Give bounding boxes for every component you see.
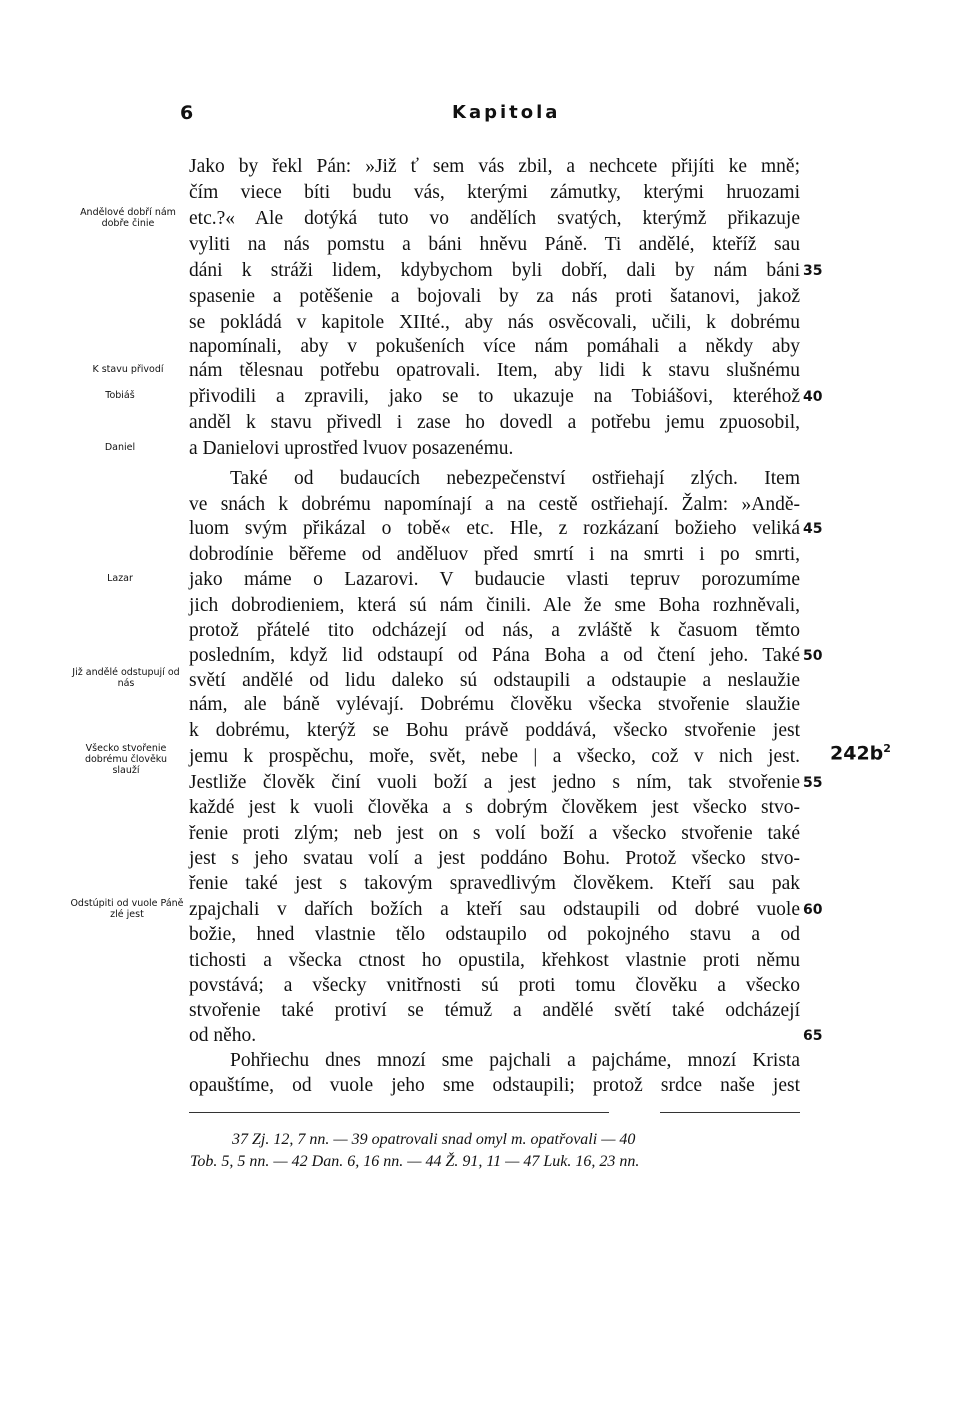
footnote-rule (189, 1112, 609, 1113)
text-line: jest s jeho svatau volí a jest poddáno Bohu. Protož všecko stvo- (189, 848, 800, 869)
footnote-line: 37 Zj. 12, 7 nn. — 39 opatrovali snad omyl m. opatřovali — 40 (232, 1131, 636, 1148)
text-line: každé jest k vuoli člověka a s dobrým člověkem jest všecko stvo- (189, 797, 800, 818)
margin-note: Daniel (104, 442, 136, 453)
text-line: Jestliže člověk činí vuoli boží a jest jedno s ním, tak stvořenie (189, 772, 800, 793)
text-line: spasenie a potěšenie a bojovali by za nás proti šatanovi, jakož (189, 286, 800, 307)
line-number: 65 (803, 1028, 823, 1044)
text-line: a Danielovi uprostřed lvuov posazenému. (189, 438, 514, 459)
text-line: dáni k stráži lidem, kdybychom byli dobří, dali by nám báni (189, 260, 800, 281)
line-number: 50 (803, 648, 823, 664)
text-line: ve snách k dobrému napomínají a na cestě ostřiehají. Žalm: »Andě- (189, 494, 800, 515)
folio-main: 242b (830, 742, 884, 765)
footnote-rule (660, 1112, 800, 1113)
text-line: luom svým přikázal o tobě« etc. Hle, z rozkázaní božieho veliká (189, 518, 800, 539)
text-line: povstává; a všecky vnitřnosti sú proti tomu člověku a všecko (189, 975, 800, 996)
line-number: 40 (803, 389, 823, 405)
line-number: 55 (803, 775, 823, 791)
line-number: 60 (803, 902, 823, 918)
text-line: dobrodínie běřeme od anděluov před smrtí i na smrti i po smrti, (189, 544, 800, 565)
text-line: nám tělesnau potřebu opatrovali. Item, aby lidi k stavu slušnému (189, 360, 800, 381)
text-line: tichosti a všecka ctnost ho opustila, křehkost vlastnie proti němu (189, 950, 800, 971)
margin-note: Lazar (107, 573, 133, 584)
text-line: nám, ale báně vylévají. Dobrému člověku všecka stvořenie slaužie (189, 694, 800, 715)
margin-note: K stavu přivodí (92, 364, 164, 375)
text-line: Také od budaucích nebezpečenství ostřiehají zlých. Item (230, 468, 800, 489)
text-line: jemu k prospěchu, moře, svět, nebe | a všecko, což v nich jest. (189, 746, 800, 767)
margin-note: Tobiáš (105, 390, 135, 401)
text-line: opauštíme, od vuole jeho sme odstaupili; protož srdce naše jest (189, 1075, 800, 1096)
text-line: Pohřiechu dnes mnozí sme pajchali a pajcháme, mnozí Krista (230, 1050, 800, 1071)
text-line: anděl k stavu přivedl i zase ho dovedl a potřebu jemu zpuosobil, (189, 412, 800, 433)
text-line: přivodili a zpravili, jako se to ukazuje na Tobiášovi, kteréhož (189, 386, 800, 407)
text-line: vyliti na nás pomstu a báni hněvu Páně. Ti andělé, kteříž sau (189, 234, 800, 255)
margin-note: Všecko stvořenie dobrému člověku slauží (84, 743, 168, 776)
text-line: jich dobrodieniem, která sú nám činili. Ale že sme Boha rozhněvali, (189, 595, 800, 616)
footnote-line: Tob. 5, 5 nn. — 42 Dan. 6, 16 nn. — 44 Ž. 91, 11 — 47 Luk. 16, 23 nn. (190, 1153, 640, 1170)
text-line: napomínali, aby v pokušeních více nám pomáhali a někdy aby (189, 336, 800, 357)
folio-sup: 2 (883, 742, 891, 755)
text-line: jako máme o Lazarovi. V budaucie vlasti tepruv porozumíme (189, 569, 800, 590)
text-line: od něho. (189, 1025, 257, 1046)
margin-note: Andělové dobří nám dobře činie (80, 207, 176, 229)
line-number: 35 (803, 263, 823, 279)
line-number: 45 (803, 521, 823, 537)
folio-reference (830, 742, 891, 764)
text-line: se pokládá v kapitole XIIté., aby nás osvěcovali, učili, k dobrému (189, 312, 800, 333)
text-line: posledním, když lid odstaupí od Pána Boha a od čtení jeho. Také (189, 645, 800, 666)
text-line: etc.?« Ale dotýká tuto vo andělích svatých, kterýmž přikazuje (189, 208, 800, 229)
text-line: řenie proti zlým; neb jest on s volí boží a všecko stvořenie také (189, 823, 800, 844)
margin-note: Odstúpiti od vuole Páně zlé jest (70, 898, 184, 920)
text-line: čím viece bíti budu vás, kterými zámutky, kterými hruozami (189, 182, 800, 203)
text-line: řenie také jest s takovým spravedlivým člověkem. Kteří sau pak (189, 873, 800, 894)
margin-note: Již andělé odstupují od nás (72, 667, 180, 689)
running-head: Kapitola (452, 102, 561, 123)
text-line: zpajchali v dařích božích a kteří sau odstaupili od dobré vuole (189, 899, 800, 920)
text-line: k dobrému, kterýž se Bohu právě poddává, všecko stvořenie jest (189, 720, 800, 741)
page-number: 6 (180, 102, 194, 124)
text-line: Jako by řekl Pán: »Již ť sem vás zbil, a nechcete přijíti ke mně; (189, 156, 800, 177)
text-line: stvořenie také protiví se témuž a andělé světí také odcházejí (189, 1000, 800, 1021)
text-line: protož přátelé tito odcházejí od nás, a zvláště k časuom těmto (189, 620, 800, 641)
text-line: světí andělé od lidu daleko sú odstaupili a odstaupie a neslaužie (189, 670, 800, 691)
text-line: božie, hned vlastnie tělo odstaupilo od pokojného stavu a od (189, 924, 800, 945)
